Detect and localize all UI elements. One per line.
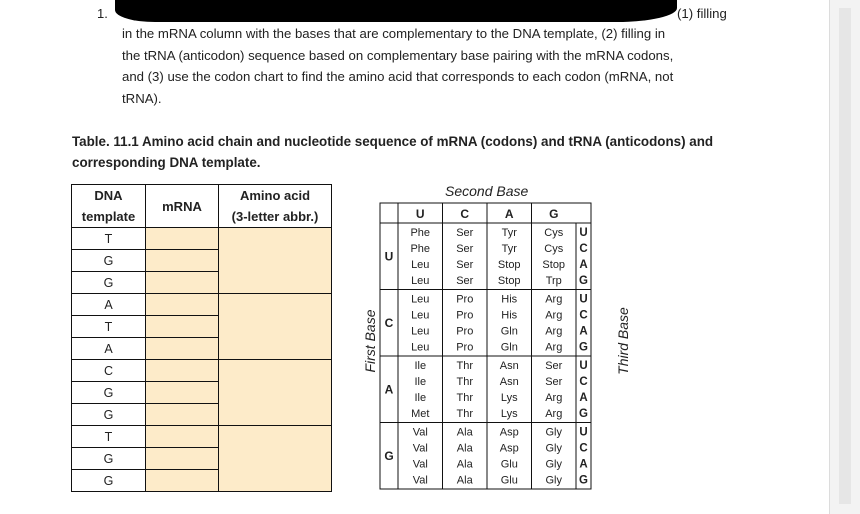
amino-acid-label: Ser: [545, 376, 563, 388]
sequence-table: [71, 184, 332, 492]
first-base-label: G: [384, 448, 394, 463]
amino-acid-label: Pro: [456, 309, 474, 322]
amino-acid-label: His: [501, 309, 518, 322]
mrna-input-cell[interactable]: [146, 360, 219, 382]
table-row: [72, 294, 332, 316]
mrna-input-cell[interactable]: [146, 426, 219, 448]
instruction-line-1: in the mRNA column with the bases that are complementary to the DNA template, (2) filling in: [122, 26, 666, 41]
amino-acid-label: Gly: [545, 426, 562, 439]
amino-acid-label: Gly: [545, 474, 562, 487]
mrna-input-cell[interactable]: [146, 404, 219, 426]
header-aa-line2: (3-letter abbr.): [231, 209, 319, 224]
amino-acid-label: Pro: [456, 293, 474, 306]
scroll-thumb[interactable]: [839, 8, 851, 504]
amino-acid-label: Thr: [456, 376, 473, 388]
amino-acid-label: Stop: [497, 259, 521, 271]
amino-acid-label: Phe: [410, 243, 431, 255]
amino-acid-label: Val: [412, 474, 428, 487]
header-dna-line1: DNA: [94, 188, 123, 203]
third-base-label: C: [579, 442, 588, 455]
amino-acid-label: Ala: [456, 442, 473, 455]
mrna-input-cell[interactable]: [146, 250, 219, 272]
third-base-label: G: [579, 341, 588, 354]
dna-base-cell: G: [72, 470, 146, 492]
amino-acid-label: Ser: [545, 360, 563, 372]
third-base-label: A: [579, 325, 588, 338]
amino-acid-label: Thr: [456, 408, 473, 420]
third-base-label: U: [579, 426, 588, 439]
amino-acid-label: Tyr: [501, 227, 517, 239]
amino-acid-label: Ile: [414, 392, 427, 404]
dna-base-cell: T: [72, 228, 146, 250]
second-base-title: Second Base: [445, 183, 529, 199]
instruction-line-2: the tRNA (anticodon) sequence based on complementary base pairing with the mRNA codons,: [122, 48, 674, 63]
amino-acid-label: Ala: [456, 426, 473, 439]
amino-acid-label: Glu: [500, 458, 518, 471]
dna-base-cell: T: [72, 426, 146, 448]
amino-acid-label: Leu: [411, 325, 430, 338]
amino-acid-label: Stop: [497, 275, 521, 287]
third-base-label: U: [579, 293, 588, 306]
second-base-label: A: [504, 207, 514, 221]
mrna-input-cell[interactable]: [146, 448, 219, 470]
question-number: 1.: [97, 6, 108, 21]
dna-base-cell: G: [72, 382, 146, 404]
second-base-label: C: [460, 207, 470, 221]
mrna-input-cell[interactable]: [146, 470, 219, 492]
third-base-label: G: [579, 474, 588, 487]
amino-acid-label: Trp: [545, 275, 562, 287]
amino-acid-label: Val: [412, 442, 428, 455]
dna-base-cell: A: [72, 338, 146, 360]
dna-base-cell: G: [72, 250, 146, 272]
dna-base-cell: G: [72, 404, 146, 426]
amino-acid-label: Arg: [545, 341, 563, 354]
amino-acid-label: Ala: [456, 474, 473, 487]
mrna-input-cell[interactable]: [146, 382, 219, 404]
vertical-scrollbar[interactable]: [829, 0, 860, 514]
amino-acid-label: Leu: [411, 293, 430, 306]
amino-acid-label: Ile: [414, 360, 427, 372]
third-base-label: A: [579, 259, 588, 271]
amino-acid-label: Leu: [411, 341, 430, 354]
amino-acid-label: Cys: [544, 227, 564, 239]
amino-acid-label: Ser: [456, 275, 474, 287]
amino-acid-label: Arg: [545, 309, 563, 322]
amino-acid-label: Tyr: [501, 243, 517, 255]
amino-acid-label: Leu: [411, 259, 430, 271]
table-caption-line-1: Table. 11.1 Amino acid chain and nucleotide sequence of mRNA (codons) and tRNA (anticodons) and: [72, 134, 714, 149]
first-base-label: A: [384, 382, 394, 397]
first-base-label: U: [384, 249, 394, 264]
dna-base-cell: T: [72, 316, 146, 338]
amino-acid-label: His: [501, 293, 518, 306]
third-base-label: G: [579, 275, 588, 287]
instruction-fragment: (1) filling: [677, 6, 727, 21]
amino-acid-label: Leu: [411, 309, 430, 322]
amino-acid-label: Thr: [456, 360, 473, 372]
header-amino-acid: [219, 185, 332, 228]
mrna-input-cell[interactable]: [146, 338, 219, 360]
mrna-input-cell[interactable]: [146, 228, 219, 250]
amino-acid-label: Arg: [545, 293, 563, 306]
header-aa-line1: Amino acid: [239, 188, 311, 203]
third-base-label: G: [579, 408, 588, 420]
amino-acid-input-cell[interactable]: [219, 360, 332, 426]
table-caption-line-2: corresponding DNA template.: [72, 155, 261, 170]
amino-acid-label: Gly: [545, 442, 562, 455]
dna-base-cell: G: [72, 272, 146, 294]
amino-acid-label: Leu: [411, 275, 430, 287]
amino-acid-input-cell[interactable]: [219, 294, 332, 360]
third-base-label: U: [579, 360, 588, 372]
amino-acid-label: Gln: [500, 325, 518, 338]
third-base-label: C: [579, 243, 588, 255]
amino-acid-label: Pro: [456, 341, 474, 354]
amino-acid-label: Met: [411, 408, 430, 420]
amino-acid-label: Arg: [545, 325, 563, 338]
codon-grid: [355, 183, 615, 493]
third-base-label: U: [579, 227, 588, 239]
dna-base-cell: A: [72, 294, 146, 316]
header-dna: [72, 185, 146, 228]
amino-acid-label: Ser: [456, 227, 474, 239]
amino-acid-input-cell[interactable]: [219, 426, 332, 492]
dna-base-cell: G: [72, 448, 146, 470]
amino-acid-label: Ser: [456, 243, 474, 255]
first-base-label: C: [384, 315, 394, 330]
instruction-line-4: tRNA).: [122, 91, 162, 106]
amino-acid-label: Ala: [456, 458, 473, 471]
amino-acid-label: Arg: [545, 392, 563, 404]
amino-acid-label: Val: [412, 426, 428, 439]
instruction-line-3: and (3) use the codon chart to find the amino acid that corresponds to each codon (mRNA, not: [122, 69, 674, 84]
second-base-label: G: [549, 207, 559, 221]
first-base-title: First Base: [362, 309, 378, 373]
mrna-input-cell[interactable]: [146, 316, 219, 338]
header-mrna: mRNA: [146, 185, 219, 228]
header-dna-line2: template: [81, 209, 136, 224]
amino-acid-label: Gly: [545, 458, 562, 471]
table-row: [72, 228, 332, 250]
third-base-label: C: [579, 376, 588, 388]
second-base-label: U: [415, 207, 425, 221]
amino-acid-label: Thr: [456, 392, 473, 404]
table-row: [72, 360, 332, 382]
third-base-title: Third Base: [615, 307, 631, 375]
redaction-mark: [115, 0, 677, 22]
third-base-label: C: [579, 309, 588, 322]
amino-acid-label: Glu: [500, 474, 518, 487]
dna-base-cell: C: [72, 360, 146, 382]
amino-acid-label: Ile: [414, 376, 427, 388]
amino-acid-label: Pro: [456, 325, 474, 338]
mrna-input-cell[interactable]: [146, 294, 219, 316]
amino-acid-label: Asn: [499, 360, 519, 372]
amino-acid-label: Stop: [542, 259, 566, 271]
amino-acid-label: Lys: [500, 392, 518, 404]
third-base-label: A: [579, 458, 588, 471]
amino-acid-label: Cys: [544, 243, 564, 255]
amino-acid-label: Gln: [500, 341, 518, 354]
mrna-input-cell[interactable]: [146, 272, 219, 294]
amino-acid-label: Asp: [499, 442, 519, 455]
codon-chart: [355, 183, 631, 493]
amino-acid-label: Val: [412, 458, 428, 471]
amino-acid-label: Asn: [499, 376, 519, 388]
amino-acid-label: Ser: [456, 259, 474, 271]
table-row: [72, 426, 332, 448]
amino-acid-label: Phe: [410, 227, 431, 239]
amino-acid-input-cell[interactable]: [219, 228, 332, 294]
third-base-label: A: [579, 392, 588, 404]
amino-acid-label: Arg: [545, 408, 563, 420]
amino-acid-label: Lys: [500, 408, 518, 420]
amino-acid-label: Asp: [499, 426, 519, 439]
